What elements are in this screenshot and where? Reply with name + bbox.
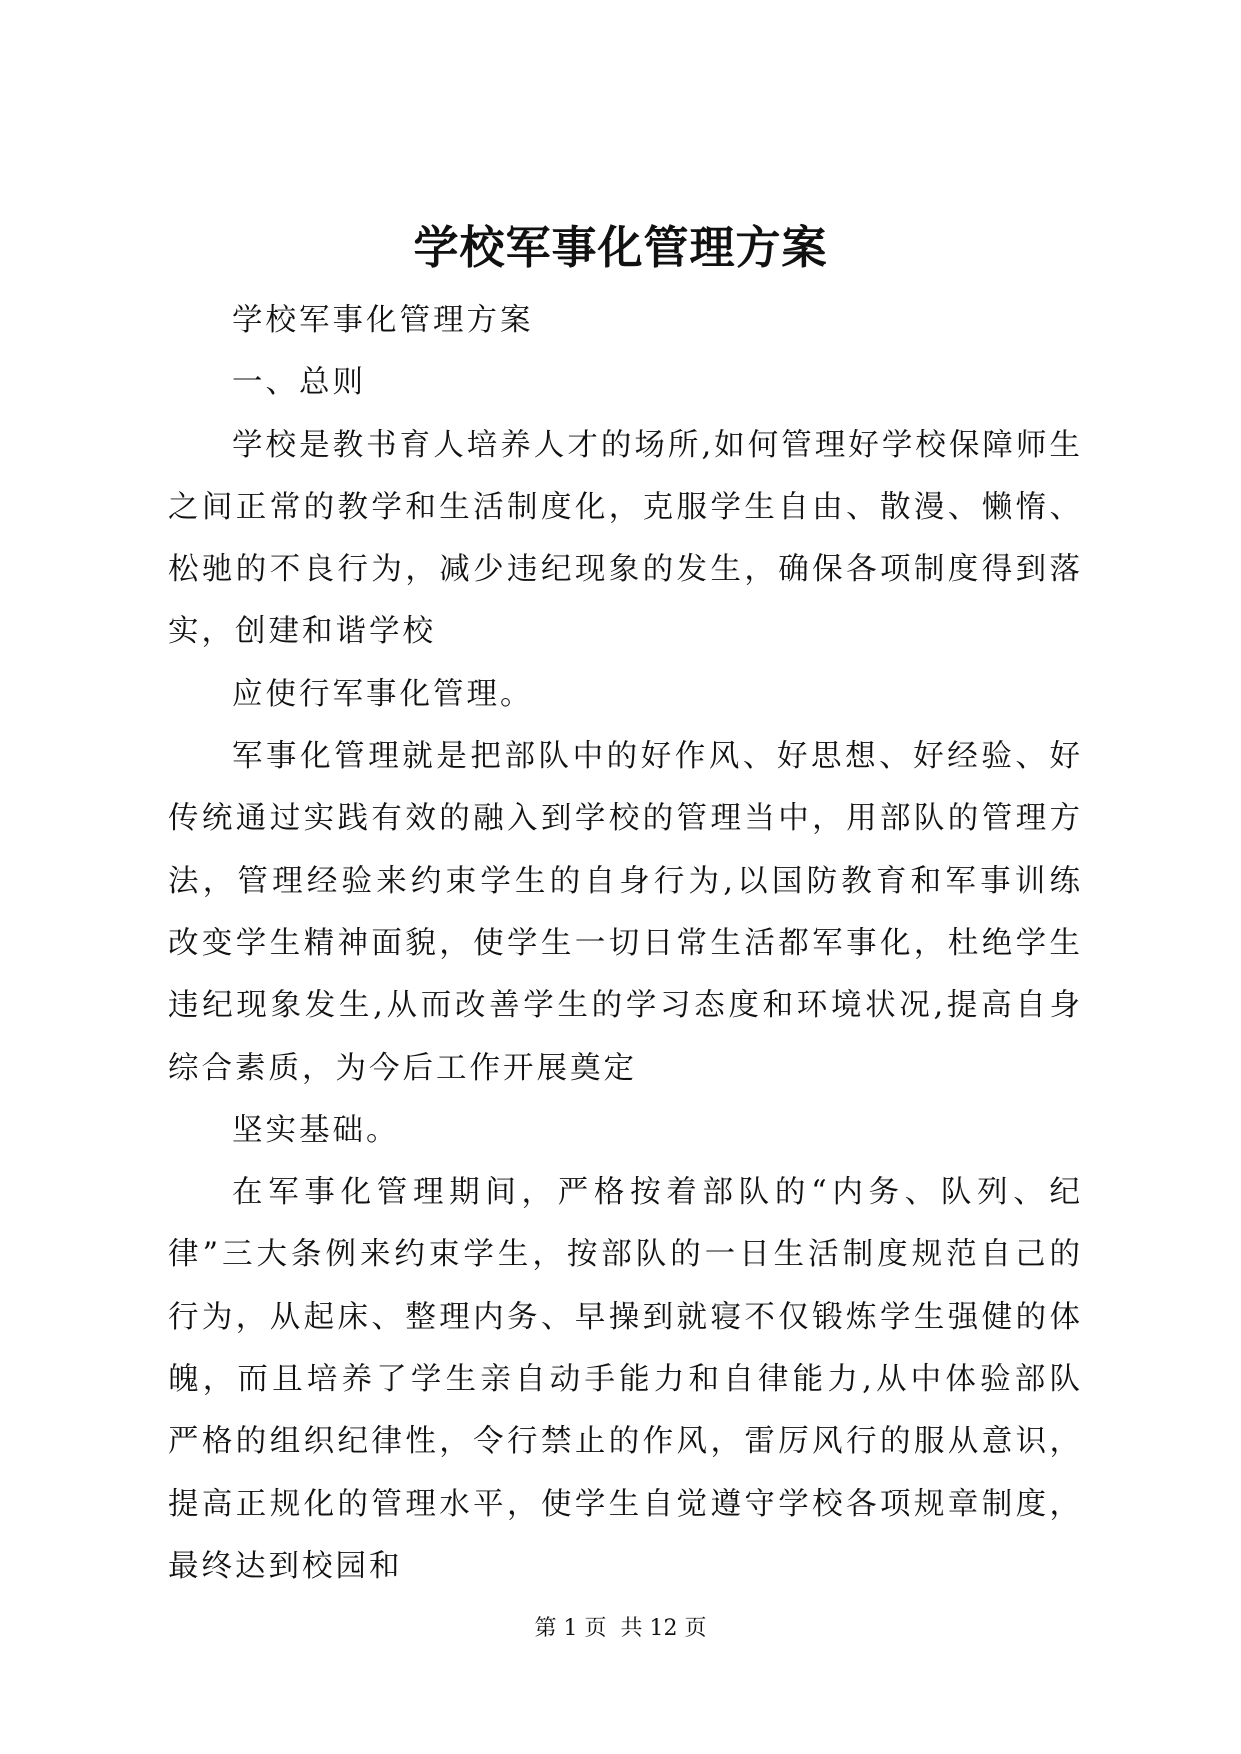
paragraph-3: 军事化管理就是把部队中的好作风、好思想、好经验、好传统通过实践有效的融入到学校的管理当中，用部队的管理方法，管理经验来约束学生的自身行为,以国防教育和军事训练改变学生精神面貌，使学生一切日常生活都军事化，杜绝学生违纪现象发生,从而改善学生的学习态度和环境状况,提高自身综合素质，为今后工作开展奠定 — [168, 739, 1083, 1086]
paragraph-subtitle: 学校军事化管理方案 — [232, 303, 534, 338]
paragraph-2: 应使行军事化管理。 — [232, 676, 534, 712]
page-number: 第 1 页 共 12 页 — [534, 1616, 707, 1641]
page-footer — [0, 1614, 1241, 1644]
paragraph-section-heading: 一、总则 — [232, 365, 366, 401]
paragraph-1: 学校是教书育人培养人才的场所,如何管理好学校保障师生之间正常的教学和生活制度化，克服学生自由、散漫、懒惰、松驰的不良行为，减少违纪现象的发生，确保各项制度得到落实，创建和谐学校 — [168, 427, 1083, 650]
document-title: 学校军事化管理方案 — [413, 221, 828, 274]
paragraph-4: 坚实基础。 — [232, 1112, 400, 1148]
paragraph-5: 在军事化管理期间，严格按着部队的“内务、队列、纪律”三大条例来约束学生，按部队的一日生活制度规范自己的行为，从起床、整理内务、早操到就寝不仅锻炼学生强健的体魄，而且培养了学生亲自动手能力和自律能力,从中体验部队严格的组织纪律性，令行禁止的作风，雷厉风行的服从意识，提高正规化的管理水平，使学生自觉遵守学校各项规章制度，最终达到校园和 — [168, 1175, 1083, 1584]
document-body — [168, 290, 1083, 1598]
